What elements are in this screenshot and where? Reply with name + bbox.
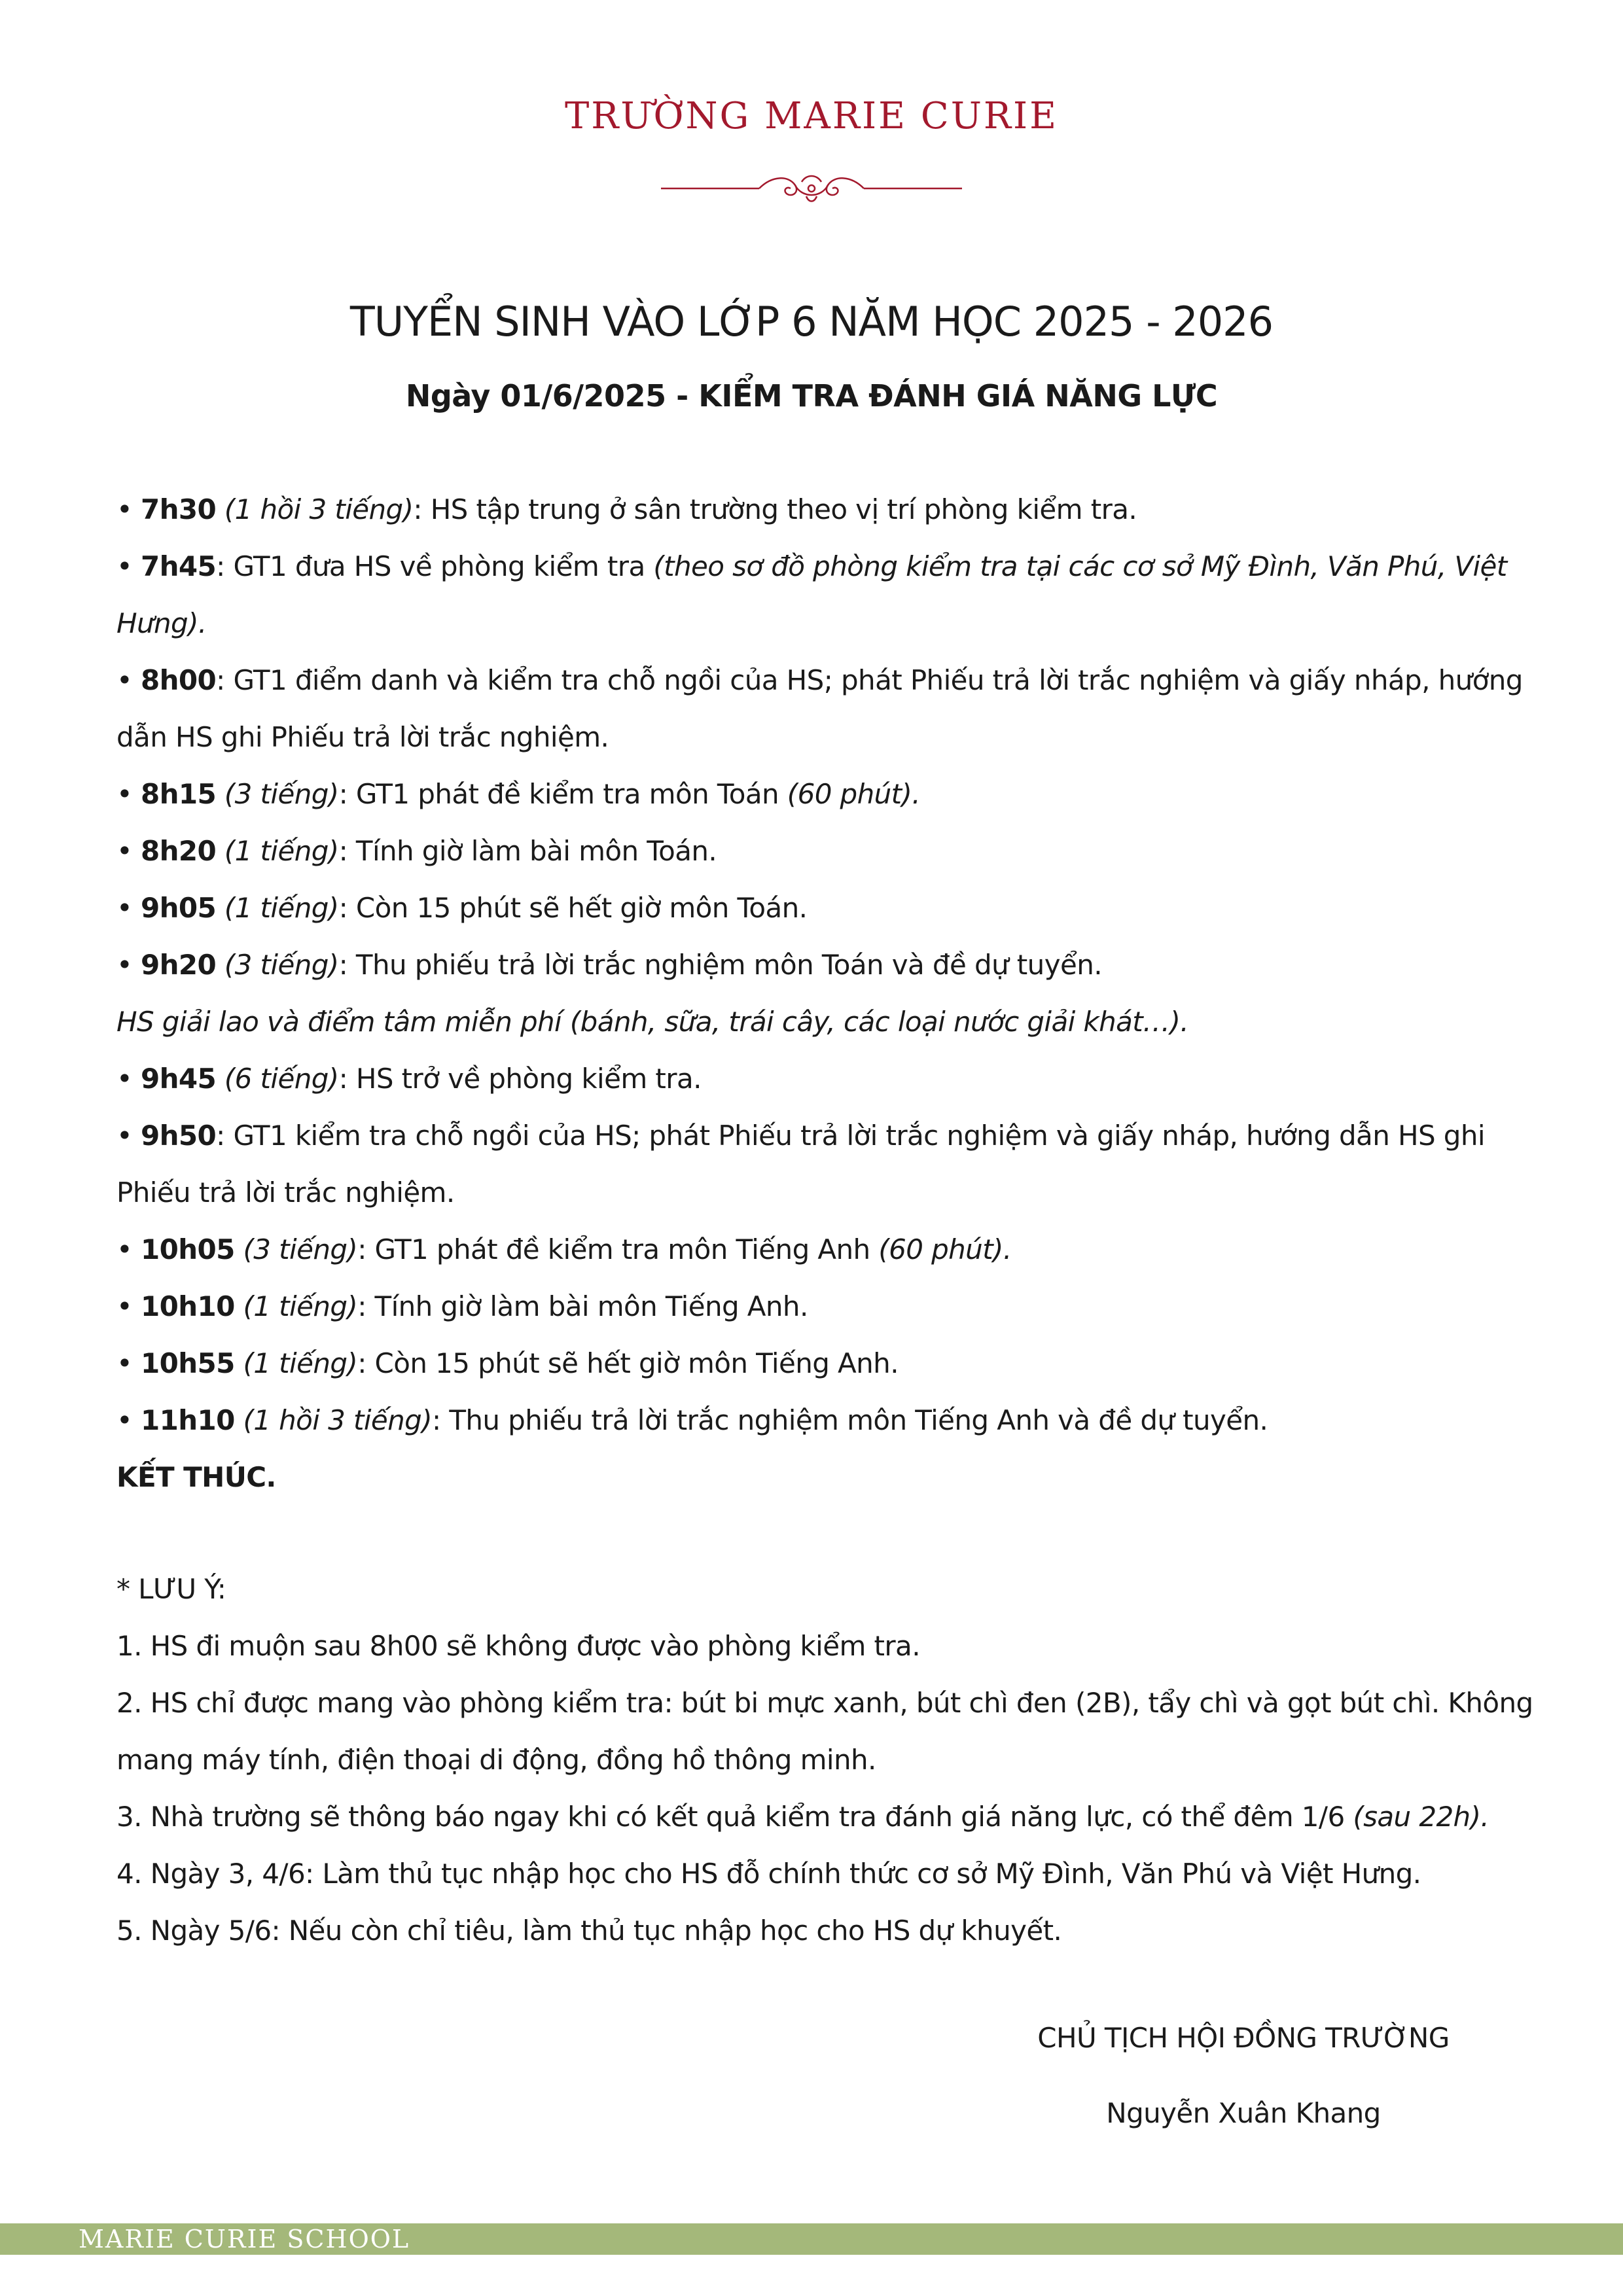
- schedule-item: • 10h05 (3 tiếng): GT1 phát đề kiểm tra môn Tiếng Anh (60 phút).: [116, 1233, 1012, 1265]
- notes-section: [116, 1561, 1556, 1959]
- floral-flourish-icon: [661, 169, 962, 208]
- schedule-item: • 10h55 (1 tiếng): Còn 15 phút sẽ hết giờ môn Tiếng Anh.: [116, 1347, 899, 1379]
- schedule-item: • 11h10 (1 hồi 3 tiếng): Thu phiếu trả lời trắc nghiệm môn Tiếng Anh và đề dự tuyển.: [116, 1404, 1268, 1436]
- school-name: TRƯỜNG MARIE CURIE: [564, 95, 1059, 137]
- schedule-item: • 7h45: GT1 đưa HS về phòng kiểm tra (theo sơ đồ phòng kiểm tra tại các cơ sở Mỹ Đình, Văn Phú, Việt Hưng).: [116, 550, 1507, 639]
- schedule-item: • 10h10 (1 tiếng): Tính giờ làm bài môn Tiếng Anh.: [116, 1290, 808, 1322]
- note-item: 5. Ngày 5/6: Nếu còn chỉ tiêu, làm thủ tục nhập học cho HS dự khuyết.: [116, 1915, 1062, 1947]
- schedule-list: [116, 481, 1543, 1506]
- page-subtitle: Ngày 01/6/2025 - KIỂM TRA ĐÁNH GIÁ NĂNG LỰC: [405, 378, 1218, 414]
- schedule-item: • 9h05 (1 tiếng): Còn 15 phút sẽ hết giờ môn Toán.: [116, 892, 808, 924]
- note-item: 1. HS đi muộn sau 8h00 sẽ không được vào phòng kiểm tra.: [116, 1630, 920, 1662]
- schedule-item: • 8h15 (3 tiếng): GT1 phát đề kiểm tra môn Toán (60 phút).: [116, 778, 921, 810]
- schedule-item: • 9h20 (3 tiếng): Thu phiếu trả lời trắc nghiệm môn Toán và đề dự tuyển.: [116, 949, 1102, 981]
- note-item: 4. Ngày 3, 4/6: Làm thủ tục nhập học cho HS đỗ chính thức cơ sở Mỹ Đình, Văn Phú và Việt Hưng.: [116, 1858, 1421, 1890]
- note-item: 3. Nhà trường sẽ thông báo ngay khi có kết quả kiểm tra đánh giá năng lực, có thể đêm 1/6 (sau 22h).: [116, 1801, 1489, 1833]
- break-note: HS giải lao và điểm tâm miễn phí (bánh, sữa, trái cây, các loại nước giải khát…).: [116, 1006, 1189, 1038]
- schedule-item: • 8h20 (1 tiếng): Tính giờ làm bài môn Toán.: [116, 835, 717, 867]
- page-title: TUYỂN SINH VÀO LỚP 6 NĂM HỌC 2025 - 2026: [349, 298, 1274, 345]
- signature-name: Nguyễn Xuân Khang: [1106, 2097, 1381, 2129]
- footer-label: MARIE CURIE SCHOOL: [79, 2225, 410, 2253]
- notes-heading: * LƯU Ý:: [116, 1573, 226, 1605]
- end-label: KẾT THÚC.: [116, 1461, 276, 1493]
- schedule-item: • 7h30 (1 hồi 3 tiếng): HS tập trung ở sân trường theo vị trí phòng kiểm tra.: [116, 493, 1137, 525]
- schedule-item: • 9h45 (6 tiếng): HS trở về phòng kiểm tra.: [116, 1063, 702, 1095]
- schedule-item: • 8h00: GT1 điểm danh và kiểm tra chỗ ngồi của HS; phát Phiếu trả lời trắc nghiệm và giấy nháp, hướng dẫn HS ghi Phiếu trả lời trắc nghiệm.: [116, 664, 1523, 753]
- schedule-item: • 9h50: GT1 kiểm tra chỗ ngồi của HS; phát Phiếu trả lời trắc nghiệm và giấy nháp, hướng dẫn HS ghi Phiếu trả lời trắc nghiệm.: [116, 1120, 1485, 1209]
- note-item: 2. HS chỉ được mang vào phòng kiểm tra: bút bi mực xanh, bút chì đen (2B), tẩy chì và gọt bút chì. Không mang máy tính, điện thoại di động, đồng hồ thông minh.: [116, 1687, 1533, 1776]
- signature-title: CHỦ TỊCH HỘI ĐỒNG TRƯỜNG: [1037, 2022, 1450, 2054]
